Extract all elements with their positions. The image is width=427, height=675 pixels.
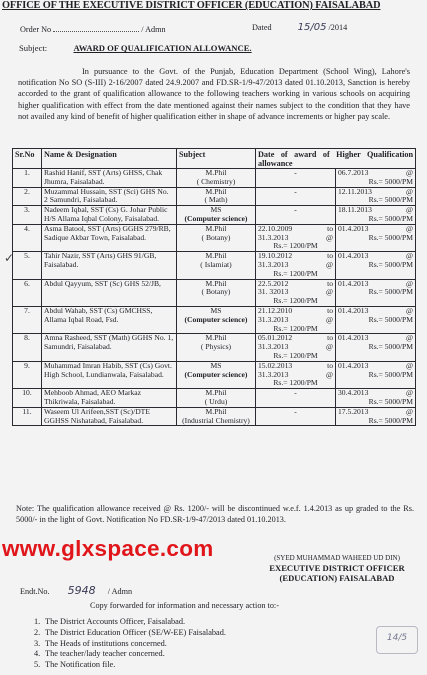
prev-none: - — [294, 406, 297, 416]
new-amount: Rs.= 5000/PM — [368, 415, 413, 425]
cell-sr: 2. — [13, 187, 42, 206]
cell-sr: 5. — [13, 252, 42, 279]
cell-name: Mehboob Ahmad, AEO Markaz Thikriwala, Faisalabad. — [42, 389, 177, 408]
cell-name: Amna Rasheed, SST (Math) GGHS No. 1, Samundri, Faisalabad. — [42, 334, 177, 361]
cell-previous-allowance — [256, 306, 336, 333]
list-item: 4. The teacher/lady teacher concerned. — [34, 649, 165, 659]
subject-label: Subject: — [19, 43, 48, 53]
table-row — [13, 187, 416, 206]
note-text: Note: The qualification allowance received @ Rs. 1200/- will be discontinued w.e.f. 1.4.2013 as up graded to the Rs. 5000/- in the light of Govt. Notification No FD.SR-1/9-47/2013 dated 01.10.2013. — [16, 504, 414, 524]
subject-field: (Computer science) — [184, 213, 248, 223]
prev-none: - — [294, 168, 297, 177]
subject-text: AWARD OF QUALIFICATION ALLOWANCE. — [73, 43, 252, 53]
cell-new-allowance — [336, 252, 416, 279]
cell-subject — [177, 169, 256, 188]
prev-none: - — [294, 186, 297, 196]
prev-to: 31.3.2013 @ — [258, 314, 333, 324]
prev-to: 31.3.2013 @ — [258, 232, 333, 242]
signature-block — [248, 553, 426, 584]
cell-previous-allowance — [256, 407, 336, 426]
subject-field: ( Islamiat) — [200, 259, 232, 269]
subject-degree: M.Phil — [205, 406, 227, 416]
subject-degree: MS — [210, 305, 222, 315]
new-date: 30.4.2013 @ — [338, 388, 413, 398]
endt-label: Endt.No. — [20, 587, 50, 596]
table-row — [13, 279, 416, 306]
cell-name: Abdul Wahab, SST (Cs) GMCHSS, Allama Iqbal Road, Fsd. — [42, 306, 177, 333]
prev-from: 19.10.2012 to — [258, 251, 333, 261]
dated-year: /2014 — [328, 23, 348, 32]
subject-degree: M.Phil — [205, 223, 227, 233]
subject-field: ( Math) — [204, 195, 228, 205]
subject-field: ( Urdu) — [204, 396, 228, 406]
subject-field: (Computer science) — [184, 314, 248, 324]
subject-degree: M.Phil — [205, 186, 227, 196]
new-date: 01.4.2013 @ — [338, 360, 413, 370]
subject-field: ( Botany) — [201, 232, 231, 242]
subject-field: ( Botany) — [201, 287, 231, 297]
cell-subject — [177, 407, 256, 426]
cell-previous-allowance — [256, 224, 336, 251]
prev-amount: Rs.= 1200/PM — [273, 296, 318, 306]
table-row — [13, 206, 416, 225]
new-amount: Rs.= 5000/PM — [368, 195, 413, 205]
cell-subject — [177, 334, 256, 361]
endt-suffix: / Admn — [107, 587, 133, 596]
office-stamp — [376, 626, 418, 654]
cell-name: Tahir Nazir, SST (Arts) GHS 91/GB, Faisalabad. — [42, 252, 177, 279]
signatory-title: EXECUTIVE DISTRICT OFFICER — [269, 563, 405, 574]
table-row — [13, 407, 416, 426]
new-amount: Rs.= 5000/PM — [368, 287, 413, 297]
cell-sr: 3. — [13, 206, 42, 225]
prev-amount: Rs.= 1200/PM — [273, 350, 318, 360]
cell-sr: 6. — [13, 279, 42, 306]
distribution-list — [34, 617, 226, 671]
subject-field: (Industrial Chemistry) — [182, 415, 250, 425]
new-amount: Rs.= 5000/PM — [368, 232, 413, 242]
new-amount: Rs.= 5000/PM — [368, 342, 413, 352]
signatory-name: (SYED MUHAMMAD WAHEED UD DIN) — [274, 554, 400, 562]
cell-previous-allowance — [256, 389, 336, 408]
header-subject: Subject — [177, 149, 256, 169]
endt-number-handwritten: 5948 — [67, 584, 96, 597]
new-amount: Rs.= 5000/PM — [368, 176, 413, 186]
new-amount: Rs.= 5000/PM — [368, 369, 413, 379]
list-item: 2. The District Education Officer (SE/W-EE) Faisalabad. — [34, 627, 226, 637]
prev-from: 22.10.2009 to — [258, 223, 333, 233]
prev-amount: Rs.= 1200/PM — [273, 323, 318, 333]
list-item: 3. The Heads of institutions concerned. — [34, 638, 167, 648]
new-date: 17.5.2013 @ — [338, 406, 413, 416]
header-date: Date of award of Higher Qualification allowance — [256, 149, 416, 169]
new-amount: Rs.= 5000/PM — [368, 259, 413, 269]
prev-to: 31.3.2013 @ — [258, 342, 333, 352]
allowance-table — [12, 148, 416, 426]
cell-subject — [177, 206, 256, 225]
cell-new-allowance — [336, 334, 416, 361]
list-item: 5. The Notification file. — [34, 660, 116, 670]
header-name: Name & Designation — [42, 149, 177, 169]
prev-none: - — [294, 205, 297, 215]
dated-handwritten: 15/05 — [297, 22, 327, 33]
new-date: 01.4.2013 @ — [338, 333, 413, 343]
cell-sr: 1. — [13, 169, 42, 188]
subject-line — [19, 44, 252, 54]
copy-forwarded-text: Copy forwarded for information and necessary action to:- — [90, 601, 279, 610]
order-suffix: / Admn — [141, 25, 166, 34]
prev-to: 31.3.2013 @ — [258, 369, 333, 379]
cell-new-allowance — [336, 206, 416, 225]
cell-sr: 4. — [13, 224, 42, 251]
new-date: 12.11.2013 @ — [338, 186, 413, 196]
cell-sr: 11. — [13, 407, 42, 426]
prev-amount: Rs.= 1200/PM — [273, 241, 318, 251]
cell-subject — [177, 306, 256, 333]
new-date: 01.4.2013 @ — [338, 251, 413, 261]
new-date: 18.11.2013 @ — [338, 205, 413, 215]
new-date: 01.4.2013 @ — [338, 278, 413, 288]
subject-degree: M.Phil — [205, 333, 227, 343]
cell-sr: 7. — [13, 306, 42, 333]
prev-from: 05.01.2012 to — [258, 333, 333, 343]
cell-subject — [177, 389, 256, 408]
prev-to: 31. 32013 @ — [258, 287, 333, 297]
cell-previous-allowance — [256, 169, 336, 188]
header-sr: Sr.No — [13, 149, 42, 169]
subject-degree: M.Phil — [205, 388, 227, 398]
order-line — [20, 25, 166, 34]
cell-new-allowance — [336, 187, 416, 206]
table-row — [13, 361, 416, 388]
prev-amount: Rs.= 1200/PM — [273, 268, 318, 278]
dated-line — [252, 22, 347, 34]
cell-new-allowance — [336, 279, 416, 306]
cell-previous-allowance — [256, 279, 336, 306]
cell-sr: 10. — [13, 389, 42, 408]
dated-label: Dated — [252, 23, 272, 32]
check-mark-icon: ✓ — [4, 251, 15, 265]
cell-new-allowance — [336, 169, 416, 188]
subject-degree: M.Phil — [205, 251, 227, 261]
table-row — [13, 224, 416, 251]
table-row — [13, 389, 416, 408]
table-row — [13, 306, 416, 333]
cell-new-allowance — [336, 361, 416, 388]
prev-from: 15.02.2013 to — [258, 360, 333, 370]
subject-field: ( Chemistry) — [196, 176, 236, 186]
new-amount: Rs.= 5000/PM — [368, 314, 413, 324]
cell-name: Abdul Qayyum, SST (Sc) GHS 52/JB, — [42, 279, 177, 306]
order-label: Order No — [20, 25, 52, 34]
subject-degree: MS — [210, 205, 222, 215]
prev-from: 21.12.2010 to — [258, 305, 333, 315]
cell-name: Nadeem Iqbal, SST (Cs) G. Johar Public H/S Allama Iqbal Colony, Faisalabad. — [42, 206, 177, 225]
cell-name: Muzammal Hussain, SST (Sci) GHS No. 2 Samundri, Faisalabad. — [42, 187, 177, 206]
cell-new-allowance — [336, 306, 416, 333]
cell-previous-allowance — [256, 187, 336, 206]
endorsement-line — [20, 585, 132, 598]
subject-field: ( Physics) — [200, 342, 232, 352]
cell-subject — [177, 279, 256, 306]
prev-from: 22.5.2012 to — [258, 278, 333, 288]
subject-field: (Computer science) — [184, 369, 248, 379]
cell-subject — [177, 252, 256, 279]
stamp-handwritten: 14/5 — [386, 633, 408, 643]
new-date: 06.7.2013 @ — [338, 168, 413, 177]
watermark-text: www.glxspace.com — [2, 536, 214, 561]
prev-to: 31.3.2013 @ — [258, 259, 333, 269]
cell-previous-allowance — [256, 206, 336, 225]
cell-name: Waseem Ul Arifeen,SST (Sc)/DTE GGHSS Nishatabad, Faisalabad. — [42, 407, 177, 426]
cell-previous-allowance — [256, 361, 336, 388]
office-heading: OFFICE OF THE EXECUTIVE DISTRICT OFFICER (EDUCATION) FAISALABAD — [2, 0, 381, 11]
cell-subject — [177, 361, 256, 388]
subject-degree: MS — [210, 360, 222, 370]
list-item: 1. The District Accounts Officer, Faisalabad. — [34, 617, 186, 626]
cell-new-allowance — [336, 389, 416, 408]
cell-new-allowance — [336, 224, 416, 251]
prev-amount: Rs.= 1200/PM — [273, 378, 318, 388]
cell-previous-allowance — [256, 334, 336, 361]
cell-name: Rashid Hanif, SST (Arts) GHSS, Chak Jhumra, Faisalabad. — [42, 169, 177, 188]
cell-new-allowance — [336, 407, 416, 426]
subject-degree: M.Phil — [205, 278, 227, 288]
body-paragraph: In pursuance to the Govt. of the Punjab, Education Department (School Wing), Lahore's notification No SO (S-III) 2-16/2007 dated 24.9.2007 and FD.SR-1/9-47/2013 dated 01.10.2013, Sanction is hereby accorded to the grant of qualification allowance to the following teachers working in various schools on acquiring higher qualification with effect from the date mentioned against their names subject to the condition that they have not availed any kind of benefit of higher qualification either in shape of advance increments or higher pay scale. — [18, 67, 410, 121]
cell-previous-allowance — [256, 252, 336, 279]
new-date: 01.4.2013 @ — [338, 305, 413, 315]
signatory-office: (EDUCATION) FAISALABAD — [279, 573, 395, 584]
cell-name: Asma Batool, SST (Arts) GGHS 279/RB, Sadique Akbar Town, Faisalabad. — [42, 224, 177, 251]
cell-name: Muhammad Imran Habib, SST (Cs) Govt. High School, Lundianwala, Faisalabad. — [42, 361, 177, 388]
table-row — [13, 334, 416, 361]
table-row — [13, 169, 416, 188]
new-amount: Rs.= 5000/PM — [368, 396, 413, 406]
cell-sr: 8. — [13, 334, 42, 361]
cell-subject — [177, 224, 256, 251]
table-row — [13, 252, 416, 279]
table-header-row — [13, 149, 416, 169]
new-date: 01.4.2013 @ — [338, 223, 413, 233]
prev-none: - — [294, 388, 297, 398]
subject-degree: M.Phil — [205, 168, 227, 177]
cell-subject — [177, 187, 256, 206]
new-amount: Rs.= 5000/PM — [368, 213, 413, 223]
cell-sr: 9. — [13, 361, 42, 388]
